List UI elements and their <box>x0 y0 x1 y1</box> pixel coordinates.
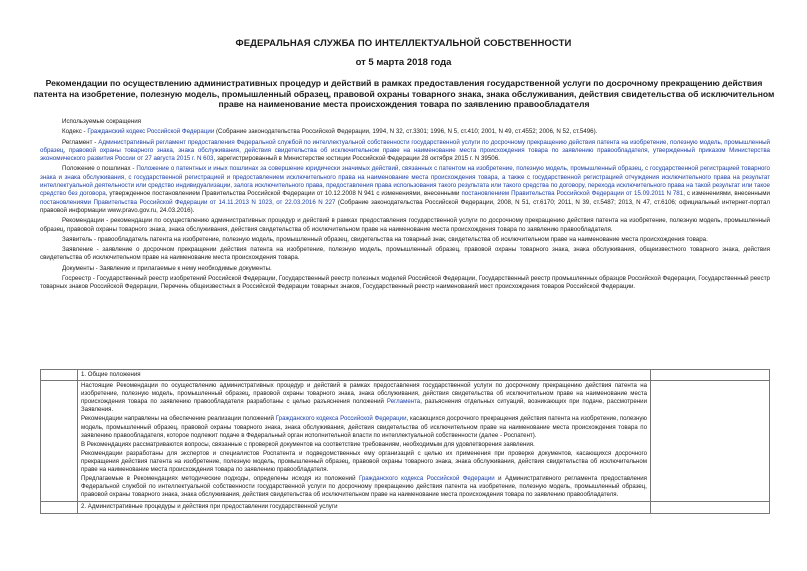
list-item: Рекомендации разработаны для экспертов и специалистов Роспатента и подведомственных ему организаций с целью их применения при проверке документов, касающихся досрочного прекращения действия патента на изобретение, полезную модель, промышленный образец, правовой охраны товарного знака, знака обслуживания, действия свидетельства об исключительном праве на наименование места происхождения товара по заявлению правообладателя. <box>81 449 647 474</box>
paragraph-text: и Административного регламента предоставления Федеральной службой по интеллектуальной собственности государственной услуги по досрочному прекращению действия патента на изобретение, полезную модель, промышленный образец, правовой охраны товарного знака, знака обслуживания, действия свидетельства об исключительном праве на наименование места происхождения товара по заявлению правообладателя. <box>81 475 647 499</box>
abbrev-dokumenty: Документы - Заявление и прилагаемые к нему необходимые документы. <box>62 264 272 272</box>
list-item: В Рекомендациях рассматриваются вопросы, связанные с проверкой документов на соответствие требованиям, необходимым для удовлетворения заявления. <box>81 440 535 448</box>
abbrev-text: , с изменениями, внесенными <box>683 190 770 198</box>
table-cell <box>41 381 78 502</box>
reglament-link[interactable]: Административный регламент предоставления Федеральной службой по интеллектуальной собственности государственной услуги по досрочному прекращению действия патента на изобретение, полезную модель, промышленный образец, правовой охраны товарного знака, знака обслуживания, действия свидетельства об исключительном праве на наименование места происхождения товара по заявлению правообладателя, утвержденный приказом Министерства экономического развития России от 27 августа 2015 г. N 603 <box>40 138 770 163</box>
decree-2011-link[interactable]: постановлением Правительства Российской Федерации от 15.09.2011 N 781 <box>461 190 684 198</box>
civil-code-link[interactable]: Гражданского кодекса Российской Федерации <box>358 475 495 483</box>
paragraph-text: , разъяснения отдельных ситуаций, возникающих при подаче, рассмотрении Заявления. <box>81 398 647 414</box>
table-cell <box>41 370 78 381</box>
agency-heading: ФЕДЕРАЛЬНАЯ СЛУЖБА ПО ИНТЕЛЛЕКТУАЛЬНОЙ СОБСТВЕННОСТИ <box>235 38 572 49</box>
abbrev-reglament <box>40 139 770 164</box>
decrees-2013-2016-link[interactable]: постановлениями Правительства Российской Федерации от 14.11.2013 N 1023, от 22.03.2016 N 227 <box>40 198 336 206</box>
list-item <box>81 382 647 414</box>
abbreviations-heading: Используемые сокращения <box>62 118 142 125</box>
table-row <box>41 381 770 502</box>
abbrev-text: (Собрание законодательства Российской Федерации, 1994, N 32, ст.3301; 1996, N 5, ст.410; 2001, N 49, ст.4552; 2006, N 52, ст.5496). <box>214 128 598 136</box>
general-provisions-text <box>78 381 651 502</box>
abbrev-kodeks <box>40 128 770 136</box>
abbrev-term: Кодекс - <box>62 128 88 136</box>
abbrev-text: (Собрание законодательства Российской Федерации, 2008, N 51, ст.6170; 2011, N 39, ст.5487; 2013, N 47, ст.6106; официальный интернет-портал правовой информации www.pravo.gov.ru, 24.03.2016). <box>40 198 771 214</box>
table-cell <box>651 502 770 513</box>
civil-code-link[interactable]: Гражданский кодекс Российской Федерации <box>87 128 215 136</box>
abbrev-term: Положение о пошлинах - <box>62 165 137 173</box>
abbrev-zayavitel: Заявитель - правообладатель патента на изобретение, полезную модель, промышленный образец, свидетельства на товарный знак, свидетельства об исключительном праве на наименование места происхождения товара. <box>62 235 708 243</box>
paragraph-text: Настоящие Рекомендации по осуществлению административных процедур и действий в рамках предоставления государственной услуги по досрочному прекращению действия патента на изобретение, полезную модель, промышленный образец, правовой охраны товарного знака, знака обслуживания, действия свидетельства об исключительном праве на наименование места происхождения товара по заявлению правообладателя разработаны с целью разъяснения положений <box>81 382 647 406</box>
section-title-general: 1. Общие положения <box>78 370 651 381</box>
abbrev-gosreestr: Госреестр - Государственный реестр изобретений Российской Федерации, Государственный реестр полезных моделей Российской Федерации, Государственный реестр промышленных образцов Российской Федерации, Государственный реестр товарных знаков Российской Федерации, Перечень общеизвестных в Российской Федерации товарных знаков, Государственный реестр наименований мест происхождения товаров Российской Федерации. <box>40 275 770 291</box>
civil-code-link[interactable]: Гражданского кодекса Российской Федерации <box>275 415 407 423</box>
fees-regulation-link[interactable]: Положение о патентных и иных пошлинах за совершение юридически значимых действий, связанных с патентом на изобретение, полезную модель, промышленный образец, с государственной регистрацией товарного знака и знака обслуживания, с государственной регистрацией и предоставлением исключительного права на наименование места происхождения товара, а также с государственной регистрацией отчуждения исключительного права на результат интеллектуальной деятельности или средство индивидуализации, залога исключительного права, предоставления права использования такого результата или такого средства по договору, перехода исключительного права на такой результат или такое средство без договора <box>40 165 770 198</box>
paragraph-text: Предлагаемые в Рекомендациях методические подходы, определены исходя из положений <box>81 475 359 483</box>
list-item <box>81 475 647 499</box>
abbrev-zayavlenie: Заявление - заявление о досрочном прекращении действия патента на изобретение, полезную модель, промышленный образец, правовой охраны товарного знака, знака обслуживания, общеизвестного товарного знака, действия свидетельства об исключительном праве на наименование места происхождения товара. <box>40 246 770 262</box>
table-row <box>41 370 770 381</box>
document-date: от 5 марта 2018 года <box>355 57 452 68</box>
list-item <box>81 415 647 439</box>
paragraph-text: , касающихся досрочного прекращения действия патента на изобретение, полезную модель, промышленный образец, правовой охраны товарного знака, знака обслуживания, действия свидетельства об исключительном праве на наименование места происхождения товара по заявлению правообладателя, которое подлежит подаче в Федеральный орган исполнительной власти по интеллектуальной собственности (далее - Роспатент). <box>81 415 648 439</box>
section-title-procedures: 2. Административные процедуры и действия при предоставлении государственной услуги <box>78 502 651 513</box>
table-cell <box>651 370 770 381</box>
reglament-link[interactable]: Регламента <box>386 398 421 406</box>
abbrev-rekomendacii: Рекомендации - рекомендации по осуществлению административных процедур и действий в рамках предоставления государственной услуги по досрочному прекращению действия патента на изобретение, полезную модель, промышленный образец, правовой охраны товарного знака, знака обслуживания, действия свидетельства об исключительном праве на наименование места происхождения товара по заявлению правообладателя. <box>40 217 770 233</box>
table-cell <box>651 381 770 502</box>
abbreviations-section <box>40 118 770 294</box>
abbrev-text: , зарегистрированный в Министерстве юстиции Российской Федерации 28 октября 2015 г. N 39506. <box>213 155 500 163</box>
provisions-table <box>40 369 770 514</box>
paragraph-text: Рекомендации направлены на обеспечение реализации положений <box>81 415 276 423</box>
abbrev-text: , утвержденное постановлением Правительства Российской Федерации от 10.12.2008 N 941 с изменениями, внесенными <box>105 190 462 198</box>
abbrev-poshliny <box>40 165 770 215</box>
abbrev-term: Регламент - <box>62 138 99 146</box>
table-row <box>41 502 770 513</box>
table-cell <box>41 502 78 513</box>
document-title: Рекомендации по осуществлению административных процедур и действий в рамках предоставления государственной услуги по досрочному прекращению действия патента на изобретение, полезную модель, промышленный образец, правовой охраны товарного знака, знака обслуживания, действия свидетельства об исключительном праве на наименование места происхождения товара по заявлению правообладателя <box>33 78 775 109</box>
